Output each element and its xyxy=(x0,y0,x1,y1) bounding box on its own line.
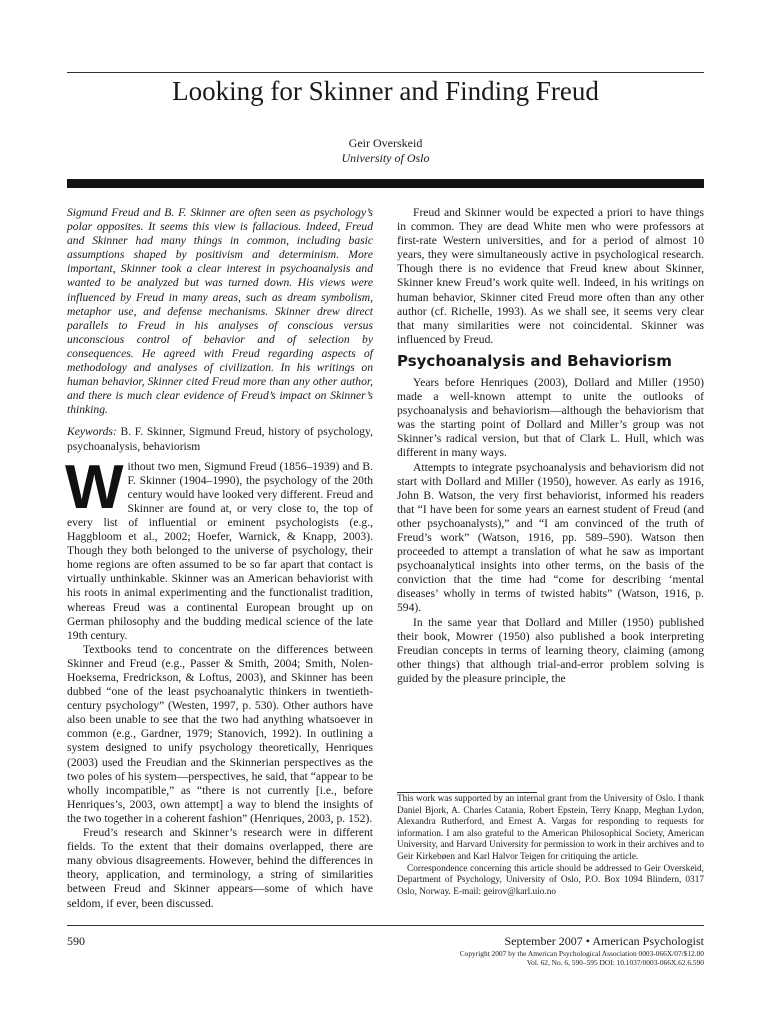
keywords xyxy=(67,425,373,453)
page-number: 590 xyxy=(67,934,85,948)
author-name: Geir Overskeid xyxy=(348,136,423,150)
footnote-rule xyxy=(397,792,537,793)
left-column xyxy=(67,206,373,911)
footnote-correspondence: Correspondence concerning this article should be addressed to Geir Overskeid, Department of Psychology, University of Oslo, P.O. Box 1094 Blindern, 0317 Oslo, Norway. E-mail: geirov@karl.uio.no xyxy=(397,863,704,897)
drop-cap: W xyxy=(65,452,124,522)
intro-text: ithout two men, Sigmund Freud (1856–1939) and B. F. Skinner (1904–1990), the psychology of the 20th century would have looked very different. Freud and Skinner are found at, or very close to, the top of every list of influential or eminent psychologists (e.g., Haggbloom et al., 2002; Hoefer, Warnick, & Knapp, 2003). Though they both belonged to the universe of psychology, their home regions are often assumed to be so far apart that contact is virtually unthinkable. Skinner was an American behaviorist with his roots in animal experimenting and the functionalist tradition, whereas Freud was a continental European brought up on German philosophy and the budding medical science of the late 19th century. xyxy=(67,459,373,642)
footnote-funding: This work was supported by an internal grant from the University of Oslo. I thank Daniel Bjork, A. Charles Catania, Robert Epstein, Terry Knapp, Meghan Lydon, Alexandra Rutherford, and Ernest A. Vargas for responding to requests for information. I am also grateful to the American Philosophical Society, American University, and Harvard University for permission to work in their archives and to Geir Kirkebøen and Karl Halvor Teigen for critiquing the article. xyxy=(397,794,704,862)
body-paragraph-4: Freud and Skinner would be expected a priori to have things in common. They are dead White men who were professors at first-rate Western universities, and for a period of almost 10 years, they were simultaneously active in psychological research. Though there is no evidence that Freud knew about Skinner, Skinner knew Freud’s work quite well. Indeed, in his writings on human behavior, Skinner cited Freud more often than any other author (cf. Richelle, 1993). As we shall see, it seems very clear that many similarities were not coincidental. Skinner was influenced by Freud. xyxy=(397,206,704,346)
author-affiliation: University of Oslo xyxy=(341,151,430,165)
footnotes xyxy=(397,794,704,898)
keywords-label: Keywords: xyxy=(67,425,117,439)
body-paragraph-3: Freud’s research and Skinner’s research were in different fields. To the extent that their domains overlapped, there are many obvious disagreements. However, behind the differences in theory, application, and terminology, a string of similarities between Freud and Skinner appears—some of which have seldom, if ever, been discussed. xyxy=(67,826,373,910)
intro-paragraph xyxy=(65,452,373,643)
journal-info: September 2007 • American Psychologist xyxy=(504,934,704,948)
footer-rule xyxy=(67,925,704,926)
header-thick-rule xyxy=(67,179,704,188)
article-title: Looking for Skinner and Finding Freud xyxy=(172,76,599,106)
copyright-line: Copyright 2007 by the American Psychological Association 0003-066X/07/$12.00 xyxy=(459,949,704,958)
doi-line: Vol. 62, No. 6, 590–595 DOI: 10.1037/0003-066X.62.6.590 xyxy=(526,957,704,967)
body-paragraph-6: Attempts to integrate psychoanalysis and behaviorism did not start with Dollard and Miller (1950), however. As early as 1916, John B. Watson, the very first behaviorist, informed his readers that “I have been for some years an earnest student of Freud (and other psychoanalysts),” and “I am convinced of the truth of Freud’s work” (Watson, 1916, pp. 589–590). Watson then proceeded to attempt a translation of what he saw as important psychoanalytical insights into other terms, on the basis of the conviction that the time had “come for describing ‘mental diseases’ wholly in terms of twisted habits” (Watson, 1916, p. 594). xyxy=(397,460,704,615)
abstract: Sigmund Freud and B. F. Skinner are often seen as psychology’s polar opposites. It seems this view is fallacious. Indeed, Freud and Skinner had many things in common, including basic assumptions shaped by positivism and determinism. More important, Skinner took a clear interest in psychoanalysis and wanted to be analyzed but was turned down. His views were influenced by Freud in many areas, such as dream symbolism, metaphor use, and defense mechanisms. Skinner drew direct parallels to Freud in his analyses of conscious versus unconscious control of behavior and of selection by consequences. He agreed with Freud regarding aspects of methodology and analyses of civilization. In his writings on human behavior, Skinner cited Freud more than any other author, and there is much clear evidence of Freud’s impact on Skinner’s thinking. xyxy=(67,206,373,417)
copyright-block xyxy=(460,950,704,968)
body-paragraph-5: Years before Henriques (2003), Dollard and Miller (1950) made a well-known attempt to unite the outlooks of psychoanalysis and behaviorism—although the behaviorism that was the starting point of Dollard and Miller’s group was not Skinner’s radical version, but that of Clark L. Hull, which was different in many ways. xyxy=(397,375,704,460)
body-paragraph-7: In the same year that Dollard and Miller (1950) published their book, Mowrer (1950) also published a book interpreting Freudian concepts in terms of learning theory, claiming (among other things) that although trial-and-error problem solving is guided by the pleasure principle, the xyxy=(397,615,704,685)
body-paragraph-2: Textbooks tend to concentrate on the differences between Skinner and Freud (e.g., Passer & Smith, 2004; Smith, Nolen-Hoeksema, Fredrickson, & Loftus, 2003), and Skinner has been dubbed “one of the least psychoanalytic thinkers in twentieth-century psychology” (Westen, 1997, p. 530). Other authors have also been unable to see that the two had anything whatsoever in common (e.g., Gardner, 1979; Stanovich, 1992). In outlining a system designed to unify psychology theoretically, Henriques (2003) used the Freudian and the Skinnerian perspectives as the two poles of his system—perspectives, he said, that “appear to be wholly incompatible,” as “there is not currently [i.e., before Henriques’s, 2003, own attempt] a way to blend the insights of the two together in a coherent fashion” (Henriques, 2003, p. 152). xyxy=(67,642,373,825)
right-column xyxy=(397,206,704,686)
keywords-text: B. F. Skinner, Sigmund Freud, history of psychology, psychoanalysis, behaviorism xyxy=(67,425,373,453)
section-heading: Psychoanalysis and Behaviorism xyxy=(397,351,672,370)
